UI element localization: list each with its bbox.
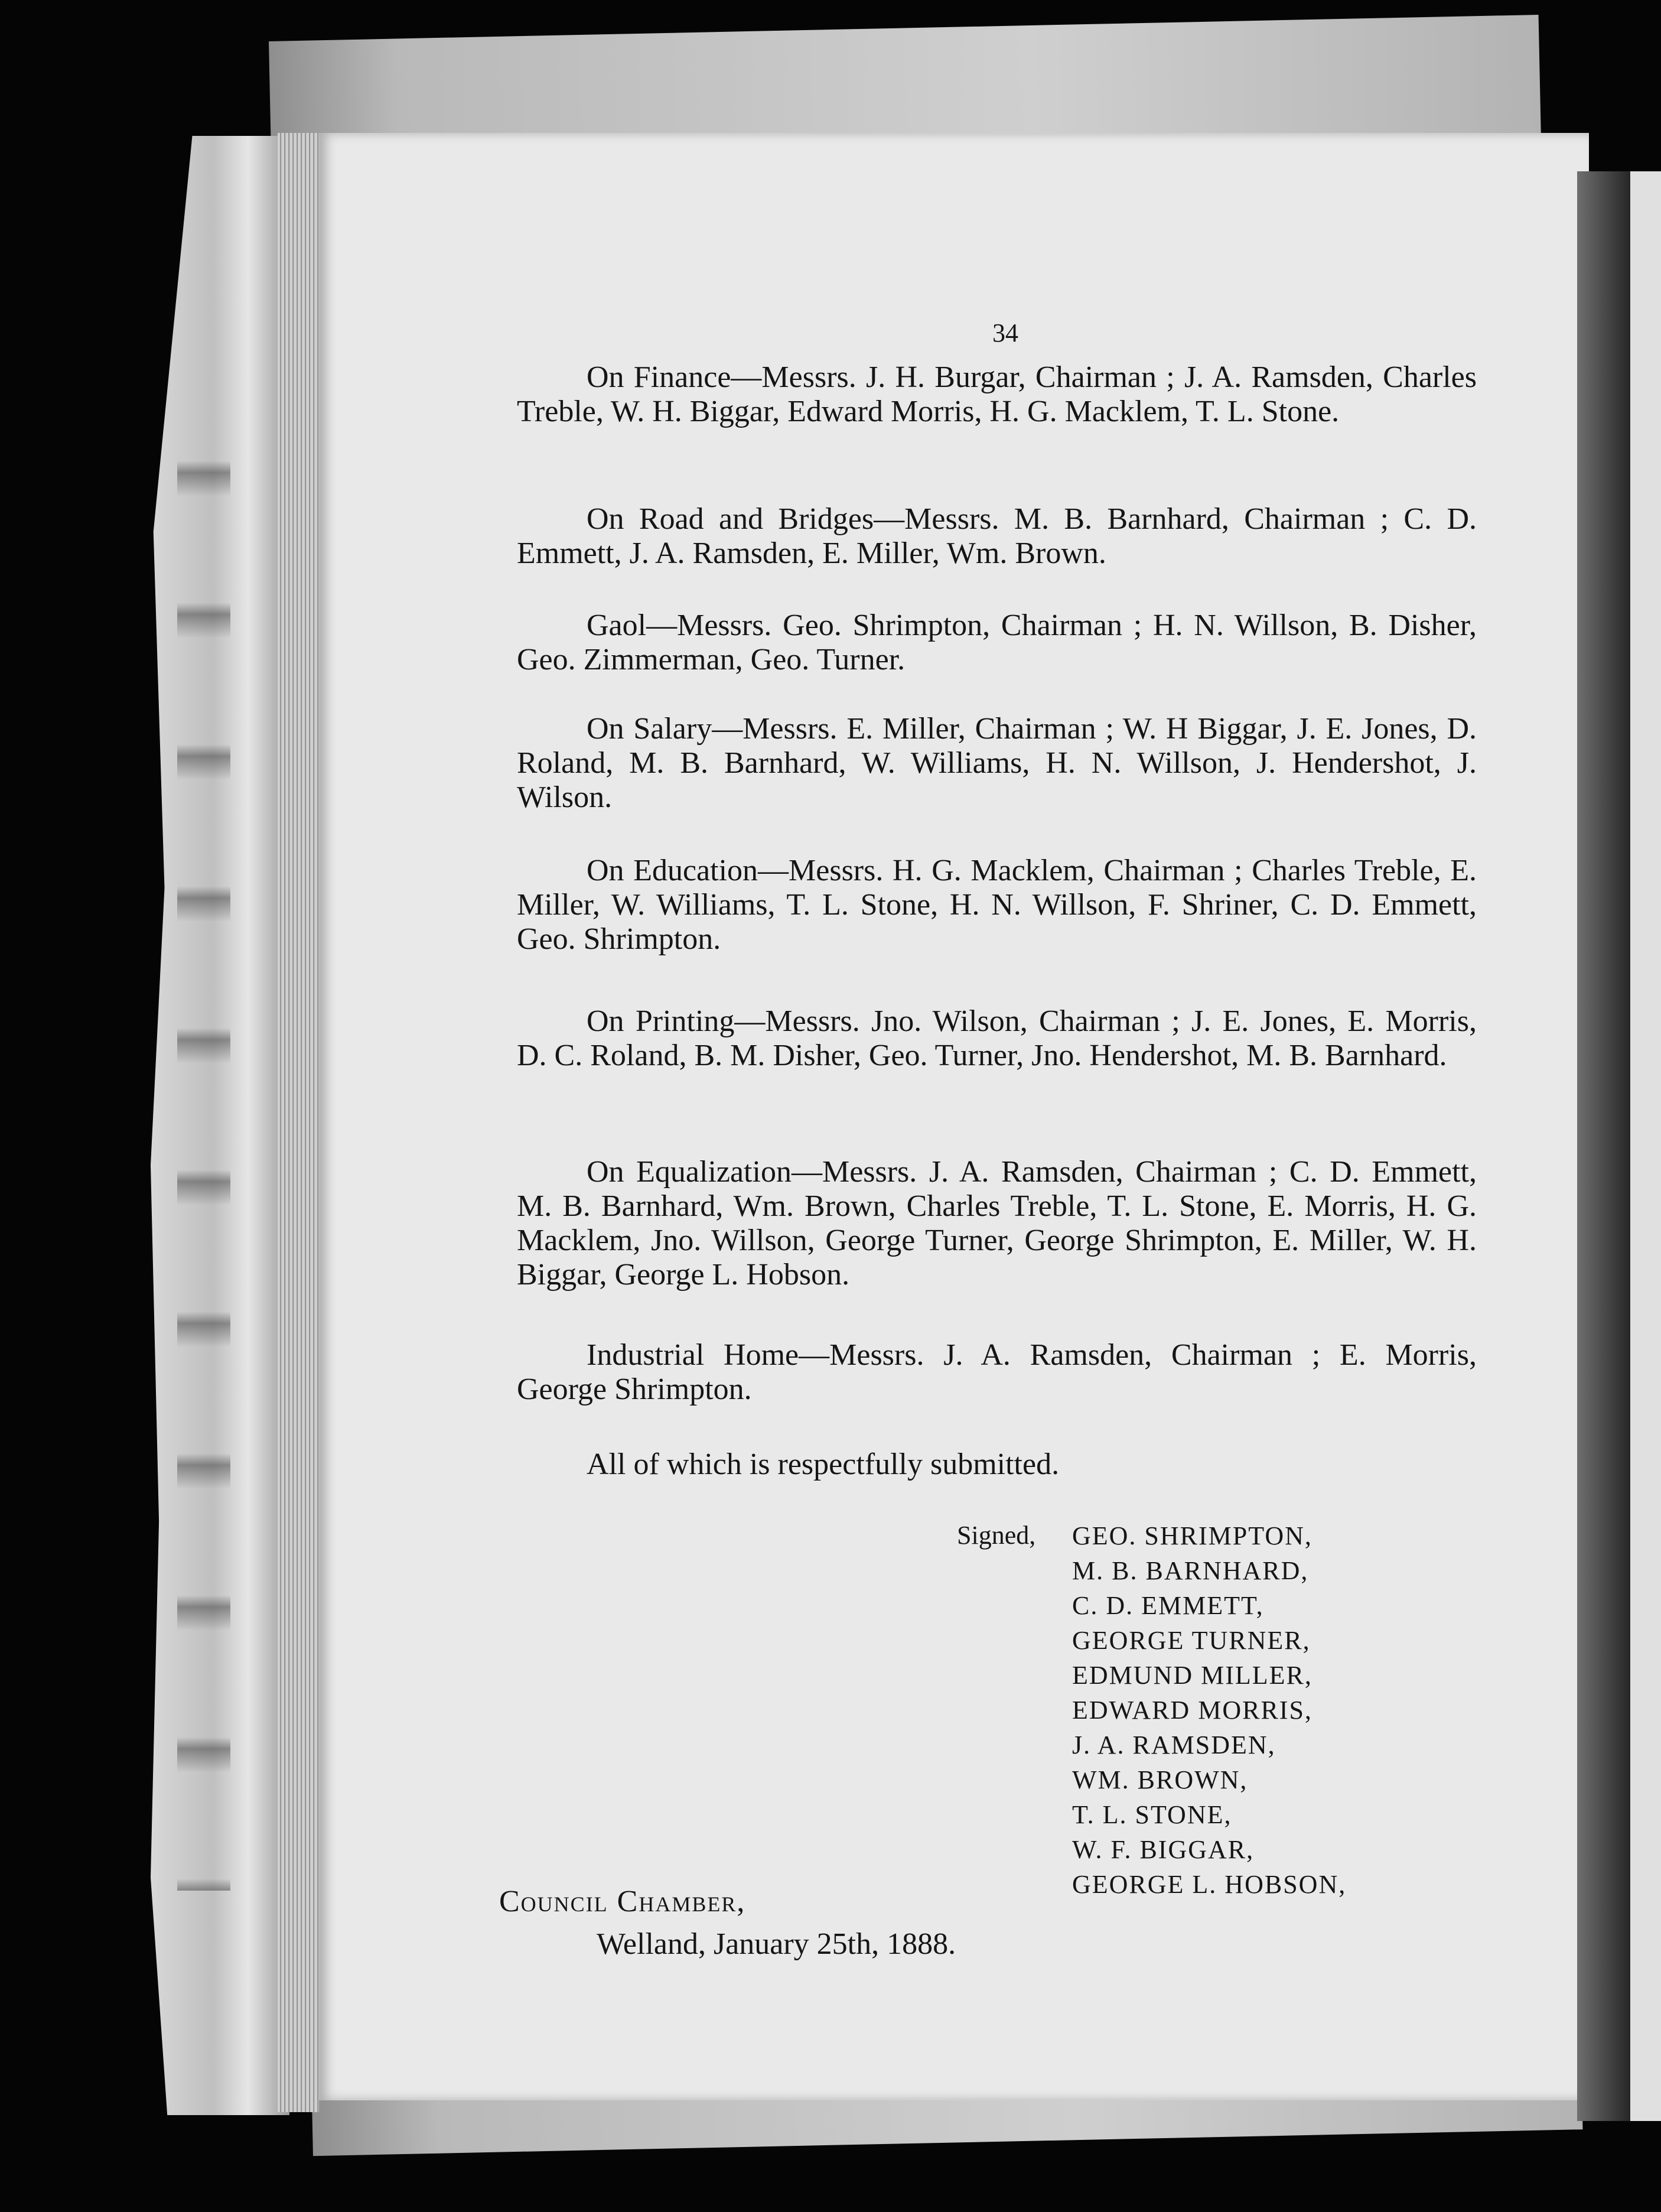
signed-label: Signed, bbox=[957, 1521, 1036, 1550]
paragraph-education: On Education—Messrs. H. G. Macklem, Chairman ; Charles Treble, E. Miller, W. Williams, T. L. Stone, H. N. Willson, F. Shriner, C. D. Emmett, Geo. Shrimpton. bbox=[517, 854, 1477, 956]
signature-list bbox=[1072, 1518, 1346, 1902]
page-number: 34 bbox=[992, 318, 1018, 347]
signature: C. D. EMMETT, bbox=[1072, 1591, 1264, 1620]
page-edges bbox=[278, 133, 319, 2112]
signature: EDWARD MORRIS, bbox=[1072, 1696, 1312, 1725]
signature: GEO. SHRIMPTON, bbox=[1072, 1521, 1312, 1550]
signature: W. F. BIGGAR, bbox=[1072, 1835, 1255, 1864]
paragraph-printing: On Printing—Messrs. Jno. Wilson, Chairman ; J. E. Jones, E. Morris, D. C. Roland, B. M. Disher, Geo. Turner, Jno. Hendershot, M. B. Barnhard. bbox=[517, 1004, 1477, 1072]
next-page-edge bbox=[1630, 171, 1661, 2121]
signature: GEORGE L. HOBSON, bbox=[1072, 1870, 1347, 1899]
paragraph-industrial-home: Industrial Home—Messrs. J. A. Ramsden, Chairman ; E. Morris, George Shrimpton. bbox=[517, 1338, 1477, 1406]
tear-shadow bbox=[177, 354, 230, 1891]
paragraph-equalization: On Equalization—Messrs. J. A. Ramsden, Chairman ; C. D. Emmett, M. B. Barnhard, Wm. Brown, Charles Treble, T. L. Stone, E. Morris, H. G. Macklem, Jno. Willson, George Turner, George Shrimpton, E. Miller, W. H. Biggar, George L. Hobson. bbox=[517, 1155, 1477, 1292]
signature: GEORGE TURNER, bbox=[1072, 1626, 1311, 1655]
signature: T. L. STONE, bbox=[1072, 1800, 1232, 1829]
date-line: Welland, January 25th, 1888. bbox=[597, 1927, 956, 1961]
paragraph-salary: On Salary—Messrs. E. Miller, Chairman ; W. H Biggar, J. E. Jones, D. Roland, M. B. Barnhard, W. Williams, H. N. Willson, J. Hendershot, J. Wilson. bbox=[517, 712, 1477, 814]
signature: J. A. RAMSDEN, bbox=[1072, 1730, 1276, 1759]
paragraph-gaol: Gaol—Messrs. Geo. Shrimpton, Chairman ; H. N. Willson, B. Disher, Geo. Zimmerman, Geo. Turner. bbox=[517, 609, 1477, 676]
signature: WM. BROWN, bbox=[1072, 1765, 1248, 1794]
paragraph-roads-bridges: On Road and Bridges—Messrs. M. B. Barnhard, Chairman ; C. D. Emmett, J. A. Ramsden, E. Miller, Wm. Brown. bbox=[517, 502, 1477, 570]
signature: EDMUND MILLER, bbox=[1072, 1661, 1312, 1690]
paragraph-finance: On Finance—Messrs. J. H. Burgar, Chairman ; J. A. Ramsden, Charles Treble, W. H. Biggar, Edward Morris, H. G. Macklem, T. L. Stone. bbox=[517, 360, 1477, 428]
place-line: Council Chamber, bbox=[499, 1885, 746, 1918]
paragraph-submitted: All of which is respectfully submitted. bbox=[587, 1447, 1060, 1481]
signature: M. B. BARNHARD, bbox=[1072, 1556, 1309, 1585]
